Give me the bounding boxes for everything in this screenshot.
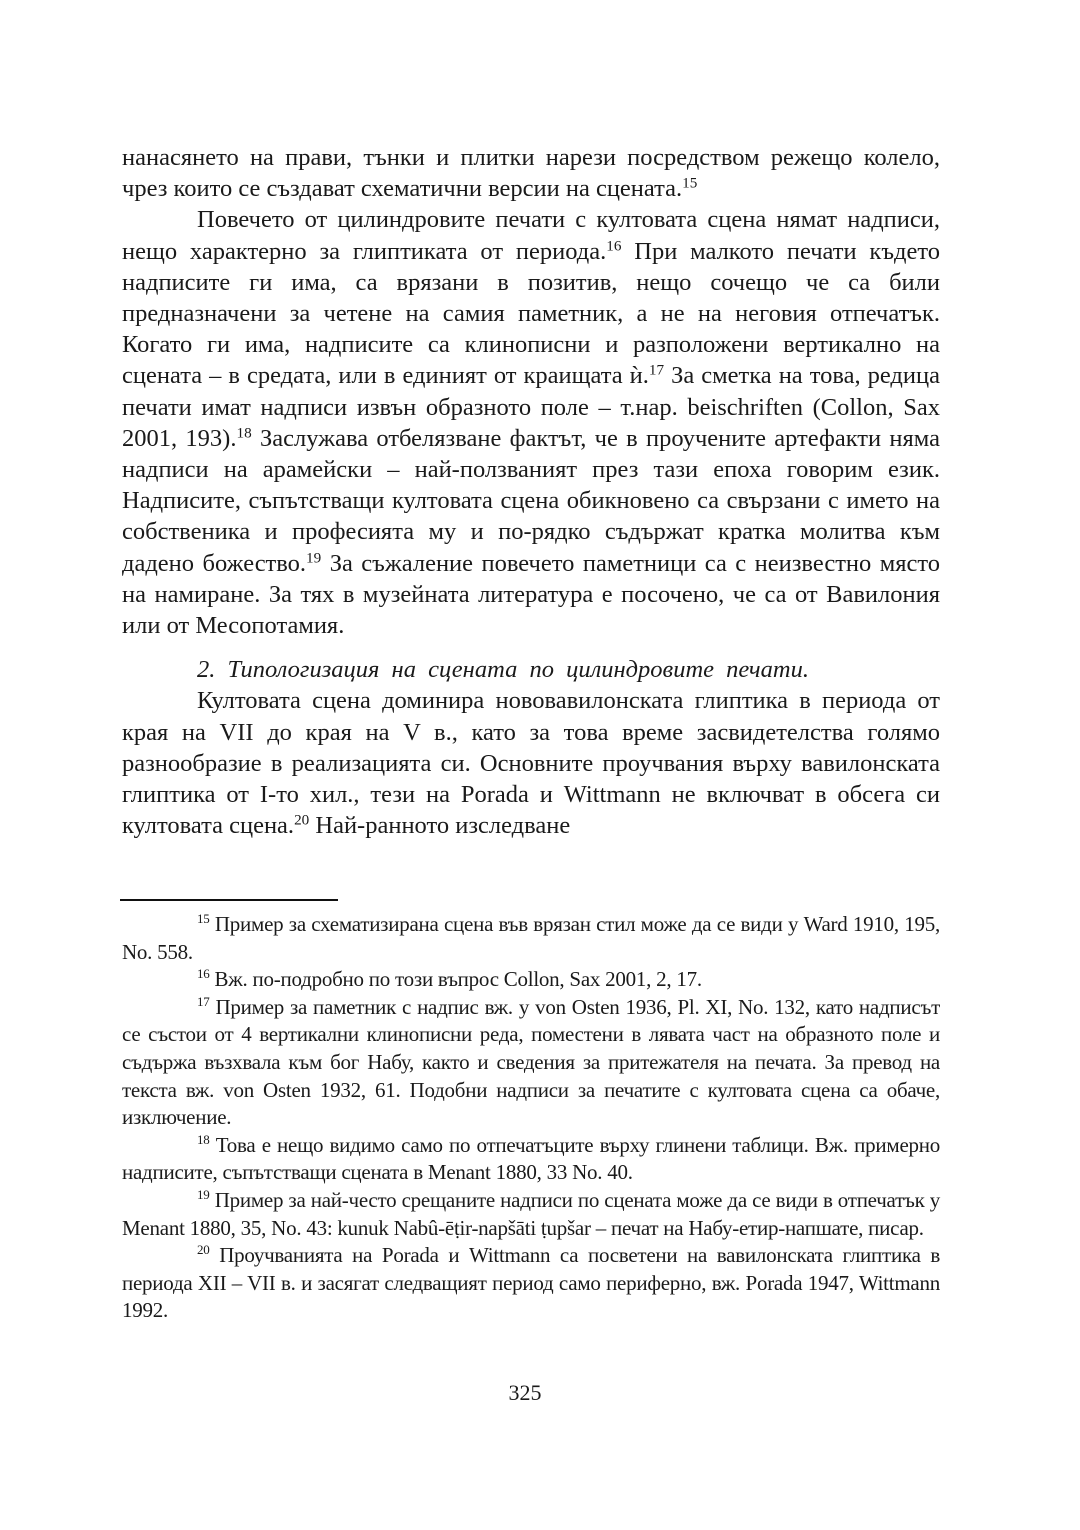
footnote-reference[interactable]: 20 [294,811,310,829]
footnote-number: 15 [197,911,210,927]
paragraph [122,685,940,841]
text-run: Култовата сцена доминира нововавилонската глиптика в периода от края на VII до края на V в., като за това време засвидетелства голямо разнообразие в реализацията си. Основните проучвания върху вавилонската глиптика от I-то хил., тези на Porada и Wittmann не включват в обсега си култовата сцена. [122,687,940,840]
footnote [122,1132,940,1187]
text-run: За съжаление повечето паметници са с неизвестно място на намиране. За тях в музейната литература е посочено, че са от Вавилония или от Месопотамия. [122,549,940,640]
footnote-reference[interactable]: 16 [606,237,622,255]
footnote-number: 16 [197,966,210,982]
page-content [122,142,940,841]
footnote [122,911,940,966]
footnote [122,1242,940,1325]
text-run: нанасянето на прави, тънки и плитки нарези посредством режещо колело, чрез които се създават схематични версии на сцената. [122,144,940,203]
footnote [122,994,940,1132]
text-run: Най-ранното изследване [309,812,571,840]
footnote-text: Вж. по-подробно по този въпрос Collon, Sax 2001, 2, 17. [214,967,702,992]
footnote [122,1187,940,1242]
footnote-text: Пример за паметник с надпис вж. у von Osten 1936, Pl. XI, No. 132, като надписът се състои от 4 вертикални клинописни реда, поместени в лявата част на образното поле и съдържа възхвала към бог Набу, както и сведения за притежателя на печата. За превод на текста вж. von Osten 1932, 61. Подобни надписи за печатите с култовата сцена са обаче, изключение. [122,994,940,1130]
footnote-text: Това е нещо видимо само по отпечатъците върху глинени таблици. Вж. примерно надписите, съпътстващи сцената в Menant 1880, 33 No. 40. [122,1132,940,1185]
paragraph [122,204,940,641]
footnote-separator [120,899,338,901]
page-number: 325 [508,1380,542,1405]
footnote-reference[interactable]: 19 [306,549,322,567]
footnotes [122,911,940,1325]
body-text [122,142,940,841]
footnote-reference[interactable]: 18 [236,424,252,442]
footnote-number: 20 [197,1242,210,1258]
footnote-text: Проучванията на Porada и Wittmann са посветени на вавилонската глиптика в периода XII – VII в. и засягат следващият период само периферно, вж. Porada 1947, Wittmann 1992. [122,1243,941,1323]
footnote-reference[interactable]: 15 [682,174,698,192]
text-run: За сметка на това, редица печати имат надписи извън образното поле – т.нар. beischriften (Collon, Sax 2001, 193). [122,362,940,452]
paragraph [122,142,940,204]
footnote-number: 18 [197,1131,210,1147]
text-run: Заслужава отбелязване фактът, че в проучените артефакти няма надписи на арамейски – най-ползваният през тази епоха говорим език. Надписите, съпътстващи култовата сцена обикновено са свързани с името на собственика и професията му и по-рядко съдържат кратка молитва към дадено божество. [122,424,940,577]
footnote-text: Пример за най-често срещаните надписи по сцената може да се види в отпечатък у Menant 1880, 35, No. 43: kunuk Nabû-ēṭir-napšāti ṭupšar – печат на Набу-етир-напшате, писар. [122,1187,941,1240]
section-heading: 2. Типологизация на сцената по цилиндровите печати. [197,656,809,684]
text-run: При малкото печати където надписите ги има, са врязани в позитив, нещо сочещо че са били предназначени за четене на самия паметник, а не на неговия отпечатък. Когато ги има, надписите са клинописни и разположени вертикално на сцената – в средата, или в единият от краищата ѝ. [122,237,940,390]
footnote-number: 17 [197,993,210,1009]
footnote-text: Пример за схематизирана сцена във врязан стил може да се види у Ward 1910, 195, No. 558. [122,912,941,964]
footnote-number: 19 [197,1187,210,1203]
footnote-reference[interactable]: 17 [648,362,665,380]
footnote [122,966,940,994]
text-run: Повечето от цилиндровите печати с култовата сцена нямат надписи, нещо характерно за глиптиката от периода. [122,206,940,265]
